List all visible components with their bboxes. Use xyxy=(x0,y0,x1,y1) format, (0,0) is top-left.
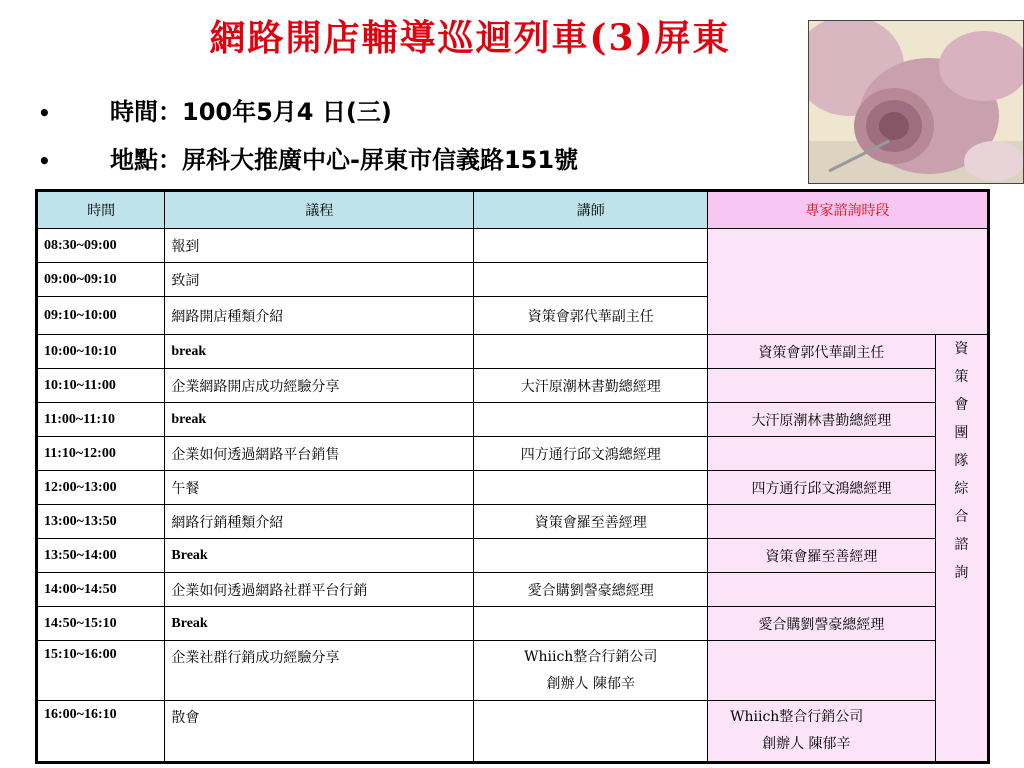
row-speaker: 資策會郭代華副主任 xyxy=(474,297,708,335)
label-char: 詢 xyxy=(954,565,969,581)
row-consult: 愛合購劉謦豪總經理 xyxy=(708,607,936,641)
row-agenda: break xyxy=(165,403,474,437)
row-speaker: 資策會羅至善經理 xyxy=(474,505,708,539)
row-agenda: 企業如何透過網路社群平台行銷 xyxy=(165,573,474,607)
label-char: 合 xyxy=(954,509,969,525)
table-row xyxy=(37,539,989,573)
row-time: 11:00~11:10 xyxy=(37,403,165,437)
label-char: 會 xyxy=(954,397,969,413)
row-speaker xyxy=(474,539,708,573)
row-agenda: 網路行銷種類介紹 xyxy=(165,505,474,539)
table-row xyxy=(37,403,989,437)
table-row xyxy=(37,229,989,263)
location-text: 地點：屏科大推廣中心-屏東市信義路151號 xyxy=(110,146,579,174)
row-speaker xyxy=(474,335,708,369)
row-agenda: 散會 xyxy=(165,701,474,763)
row-time: 13:00~13:50 xyxy=(37,505,165,539)
consult-name: 創辦人 陳郁辛 xyxy=(762,736,851,752)
row-time: 11:10~12:00 xyxy=(37,437,165,471)
table-row xyxy=(37,607,989,641)
label-char: 隊 xyxy=(954,453,969,469)
row-agenda: Break xyxy=(165,607,474,641)
consult-team-label xyxy=(935,335,988,763)
row-consult xyxy=(708,437,936,471)
row-time: 14:50~15:10 xyxy=(37,607,165,641)
row-speaker xyxy=(474,701,708,763)
row-agenda: 午餐 xyxy=(165,471,474,505)
row-speaker xyxy=(474,229,708,263)
row-speaker: 四方通行邱文鴻總經理 xyxy=(474,437,708,471)
row-consult: 資策會郭代華副主任 xyxy=(708,335,936,369)
table-row xyxy=(37,335,989,369)
time-bullet xyxy=(38,88,578,136)
row-time: 09:00~09:10 xyxy=(37,263,165,297)
row-time: 09:10~10:00 xyxy=(37,297,165,335)
row-speaker xyxy=(474,607,708,641)
bullet-dot: • xyxy=(38,149,51,173)
row-agenda: 企業社群行銷成功經驗分享 xyxy=(165,641,474,701)
table-row xyxy=(37,437,989,471)
row-speaker: 愛合購劉謦豪總經理 xyxy=(474,573,708,607)
table-row xyxy=(37,505,989,539)
header-consult: 專家諮詢時段 xyxy=(708,191,989,229)
row-time: 10:10~11:00 xyxy=(37,369,165,403)
header-time: 時間 xyxy=(37,191,165,229)
row-speaker: 大汗原潮林書勤總經理 xyxy=(474,369,708,403)
header-speaker: 講師 xyxy=(474,191,708,229)
table-row xyxy=(37,701,989,763)
table-row xyxy=(37,641,989,701)
row-consult-empty xyxy=(708,229,989,335)
row-consult xyxy=(708,369,936,403)
row-agenda: 報到 xyxy=(165,229,474,263)
label-char: 團 xyxy=(954,425,969,441)
table-header-row xyxy=(37,191,989,229)
row-time: 16:00~16:10 xyxy=(37,701,165,763)
row-consult: 資策會羅至善經理 xyxy=(708,539,936,573)
label-char: 綜 xyxy=(954,481,969,497)
time-text: 時間：100年5月4 日(三) xyxy=(110,98,392,126)
row-time: 15:10~16:00 xyxy=(37,641,165,701)
row-time: 13:50~14:00 xyxy=(37,539,165,573)
bullet-dot: • xyxy=(38,101,51,125)
row-agenda: 企業網路開店成功經驗分享 xyxy=(165,369,474,403)
row-speaker xyxy=(474,641,708,701)
info-bullets xyxy=(38,88,578,184)
row-consult xyxy=(708,505,936,539)
speaker-name: 創辦人 陳郁辛 xyxy=(546,675,635,692)
row-speaker xyxy=(474,263,708,297)
row-time: 10:00~10:10 xyxy=(37,335,165,369)
schedule-table xyxy=(35,189,990,764)
table-row xyxy=(37,369,989,403)
speaker-company: Whiich整合行銷公司 xyxy=(524,648,658,665)
row-consult: 大汗原潮林書勤總經理 xyxy=(708,403,936,437)
row-agenda: 企業如何透過網路平台銷售 xyxy=(165,437,474,471)
row-agenda: break xyxy=(165,335,474,369)
row-agenda: 網路開店種類介紹 xyxy=(165,297,474,335)
location-bullet xyxy=(38,136,578,184)
table-row xyxy=(37,573,989,607)
cake-illustration xyxy=(809,21,1023,183)
label-char: 資 xyxy=(954,341,969,357)
label-char: 策 xyxy=(954,369,969,385)
row-consult xyxy=(708,641,936,701)
row-time: 12:00~13:00 xyxy=(37,471,165,505)
table-row xyxy=(37,471,989,505)
slide-title: 網路開店輔導巡迴列車(3)屏東 xyxy=(209,17,731,59)
row-time: 14:00~14:50 xyxy=(37,573,165,607)
row-consult: 四方通行邱文鴻總經理 xyxy=(708,471,936,505)
header-agenda: 議程 xyxy=(165,191,474,229)
label-char: 諮 xyxy=(954,537,969,553)
row-agenda: Break xyxy=(165,539,474,573)
taro-roll-cake-image xyxy=(808,20,1024,184)
row-agenda: 致詞 xyxy=(165,263,474,297)
row-consult xyxy=(708,573,936,607)
row-consult xyxy=(708,701,989,763)
row-speaker xyxy=(474,471,708,505)
consult-company: Whiich整合行銷公司 xyxy=(730,709,864,725)
row-speaker xyxy=(474,403,708,437)
row-time: 08:30~09:00 xyxy=(37,229,165,263)
